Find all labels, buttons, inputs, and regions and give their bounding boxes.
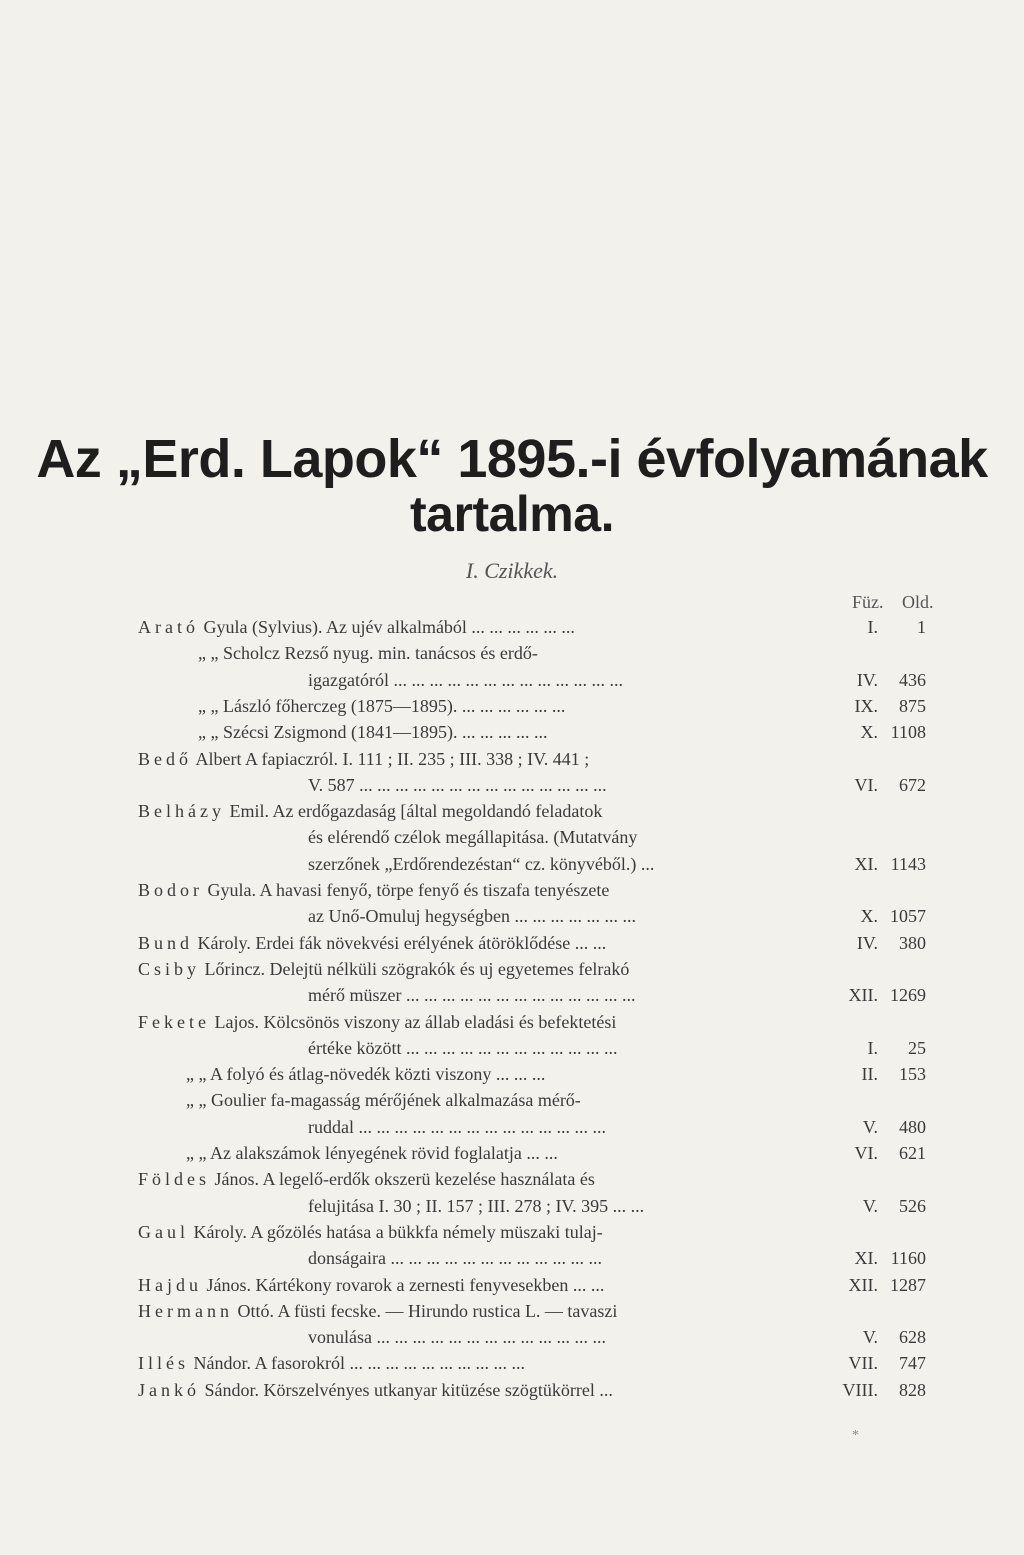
page-number: 1160 [890,1248,926,1268]
entry-text: János. A legelő-erdők okszerü kezelése használata és [214,1169,595,1189]
entry-text: Lőrincz. Delejtü nélküli szögrakók és uj egyetemes felrakó [204,959,630,979]
entry-text: Emil. Az erdőgazdaság [által megoldandó feladatok [229,801,603,821]
issue-number: VI. [854,775,878,795]
entry-text: Ottó. A füsti fecske. — Hirundo rustica L. — tavaszi [237,1301,618,1321]
issue-number: XI. [854,1248,878,1268]
author-surname: Csiby [138,959,201,979]
issue-number: IV. [856,933,878,953]
toc-entry-text [198,719,547,745]
toc-line [0,640,1024,666]
column-header-fuz: Füz. [852,592,884,612]
toc-entry-text [138,877,609,903]
toc-line [0,1166,1024,1192]
page-number: 1 [917,617,926,637]
issue-number: XI. [854,854,878,874]
author-surname: Hermann [138,1301,233,1321]
toc-line [0,1219,1024,1245]
toc-line [0,956,1024,982]
issue-number: X. [860,722,878,742]
toc-entry-text [138,1298,617,1324]
author-surname: Hajdu [138,1275,202,1295]
toc-entry-text [138,1219,603,1245]
page-subtitle: tartalma. [410,486,614,542]
toc-line [0,1035,1024,1061]
author-surname: Bodor [138,880,203,900]
toc-entry-text [198,693,565,719]
entry-text: vonulása ... ... ... ... ... ... ... ... ... ... ... ... ... [308,1327,606,1347]
page-number: 480 [899,1117,926,1137]
entry-text: mérő müszer ... ... ... ... ... ... ... ... ... ... ... ... ... [308,985,636,1005]
issue-number: VI. [854,1143,878,1163]
page-number: 380 [899,933,926,953]
toc-line [0,693,1024,719]
page-number: 621 [899,1143,926,1163]
toc-line [0,614,1024,640]
toc-line [0,667,1024,693]
author-surname: Földes [138,1169,211,1189]
toc-entry-text [186,1140,558,1166]
toc-line [0,1298,1024,1324]
page-number: 1143 [890,854,926,874]
toc-line [0,772,1024,798]
toc-line [0,1087,1024,1113]
section-heading: I. Czikkek. [465,558,559,583]
author-surname: Gaul [138,1222,189,1242]
entry-text: értéke között ... ... ... ... ... ... ... ... ... ... ... ... [308,1038,618,1058]
entry-text: és elérendő czélok megállapitása. (Mutatvány [308,827,638,847]
toc-entry-text [308,1193,644,1219]
author-surname: Belházy [138,801,225,821]
page-number: 1269 [890,985,926,1005]
toc-line [0,930,1024,956]
issue-number: IX. [854,696,878,716]
toc-entry-text [138,1166,595,1192]
toc-entry-text [308,903,636,929]
toc-line [0,1061,1024,1087]
entry-text: Albert A fapiaczról. I. 111 ; II. 235 ; III. 338 ; IV. 441 ; [195,749,590,769]
entry-text: „ „ Szécsi Zsigmond (1841—1895). ... ... ... ... ... [198,722,548,742]
author-surname: Illés [138,1353,189,1373]
issue-number: VII. [848,1353,878,1373]
entry-text: V. 587 ... ... ... ... ... ... ... ... ... ... ... ... ... ... [308,775,607,795]
page-number: 25 [908,1038,926,1058]
page-number: 828 [899,1380,926,1400]
page-number: 628 [899,1327,926,1347]
author-surname: Bund [138,933,194,953]
toc-line [0,1350,1024,1376]
toc-line [0,1009,1024,1035]
toc-line [0,982,1024,1008]
entry-text: donságaira ... ... ... ... ... ... ... ... ... ... ... ... [308,1248,602,1268]
issue-number: I. [867,617,878,637]
toc-entry-text [138,746,589,772]
toc-entry-text [138,930,606,956]
toc-entry-text [138,956,629,982]
issue-number: XII. [848,1275,878,1295]
toc-entry-text [308,1245,602,1271]
toc-entry-text [138,1350,525,1376]
page-number: 875 [899,696,926,716]
toc-line [0,1140,1024,1166]
page-number: 747 [899,1353,926,1373]
toc-line [0,1377,1024,1403]
toc-entry-text [186,1061,545,1087]
toc-line [0,746,1024,772]
toc-entry-text [138,1272,604,1298]
entry-text: Károly. Erdei fák növekvési erélyének átöröklődése ... ... [197,933,607,953]
toc-line [0,1114,1024,1140]
toc-line [0,1324,1024,1350]
entry-text: „ „ Goulier fa-magasság mérőjének alkalmazása mérő- [186,1090,581,1110]
toc-entry-text [198,640,538,666]
issue-number: V. [862,1327,878,1347]
entry-text: Nándor. A fasorokról ... ... ... ... ... ... ... ... ... ... [193,1353,525,1373]
page-number: 526 [899,1196,926,1216]
page-number: 1057 [890,906,926,926]
entry-text: „ „ László főherczeg (1875—1895). ... ... ... ... ... ... [198,696,566,716]
issue-number: X. [860,906,878,926]
entry-text: ruddal ... ... ... ... ... ... ... ... ... ... ... ... ... ... [308,1117,606,1137]
entry-text: felujitása I. 30 ; II. 157 ; III. 278 ; IV. 395 ... ... [308,1196,645,1216]
toc-entry-text [138,798,602,824]
entry-text: János. Kártékony rovarok a zernesti fenyvesekben ... ... [206,1275,605,1295]
toc-line [0,1272,1024,1298]
page-number: 1287 [890,1275,926,1295]
toc-line [0,1245,1024,1271]
page-number: 153 [899,1064,926,1084]
issue-number: IV. [856,670,878,690]
entry-text: Gyula (Sylvius). Az ujév alkalmából ... ... ... ... ... ... [203,617,575,637]
entry-text: Lajos. Kölcsönös viszony az állab eladási és befektetési [214,1012,617,1032]
toc-line [0,1193,1024,1219]
toc-entry-text [138,614,575,640]
toc-line [0,798,1024,824]
author-surname: Bedő [138,749,192,769]
toc-entry-text [308,982,635,1008]
issue-number: V. [862,1117,878,1137]
toc-entry-text [308,1324,606,1350]
author-surname: Fekete [138,1012,210,1032]
toc-entry-text [138,1009,616,1035]
toc-line [0,719,1024,745]
issue-number: XII. [848,985,878,1005]
entry-text: igazgatóról ... ... ... ... ... ... ... ... ... ... ... ... ... [308,670,623,690]
column-header-old: Old. [902,592,934,612]
author-surname: Jankó [138,1380,200,1400]
entry-text: szerzőnek „Erdőrendezéstan“ cz. könyvéből.) ... [308,854,655,874]
toc-entry-text [308,851,654,877]
issue-number: VIII. [842,1380,878,1400]
author-surname: Arató [138,617,199,637]
entry-text: Károly. A gőzölés hatása a bükkfa némely müszaki tulaj- [193,1222,603,1242]
issue-number: II. [861,1064,878,1084]
toc-entry-text [308,824,637,850]
toc-entry-text [308,1035,617,1061]
page-number: 672 [899,775,926,795]
toc-line [0,877,1024,903]
entry-text: Sándor. Körszelvényes utkanyar kitüzése szögtükörrel ... [204,1380,613,1400]
toc-entry-text [138,1377,613,1403]
issue-number: I. [867,1038,878,1058]
entry-text: „ „ A folyó és átlag-növedék közti viszony ... ... ... [186,1064,546,1084]
toc-entry-text [308,667,623,693]
entry-text: „ „ Az alakszámok lényegének rövid foglalatja ... ... [186,1143,558,1163]
page-number: 436 [899,670,926,690]
footer-mark: * [852,1428,859,1443]
toc-entry-text [308,772,607,798]
toc-entry-text [308,1114,606,1140]
toc-line [0,851,1024,877]
entry-text: „ „ Scholcz Rezső nyug. min. tanácsos és erdő- [198,643,538,663]
page-number: 1108 [890,722,926,742]
toc-line [0,824,1024,850]
issue-number: V. [862,1196,878,1216]
entry-text: az Unő-Omuluj hegységben ... ... ... ... ... ... ... [308,906,636,926]
toc-entry-text [186,1087,581,1113]
toc-line [0,903,1024,929]
page-title: Az „Erd. Lapok“ 1895.-i évfolyamának [36,429,988,489]
entry-text: Gyula. A havasi fenyő, törpe fenyő és tiszafa tenyészete [207,880,610,900]
